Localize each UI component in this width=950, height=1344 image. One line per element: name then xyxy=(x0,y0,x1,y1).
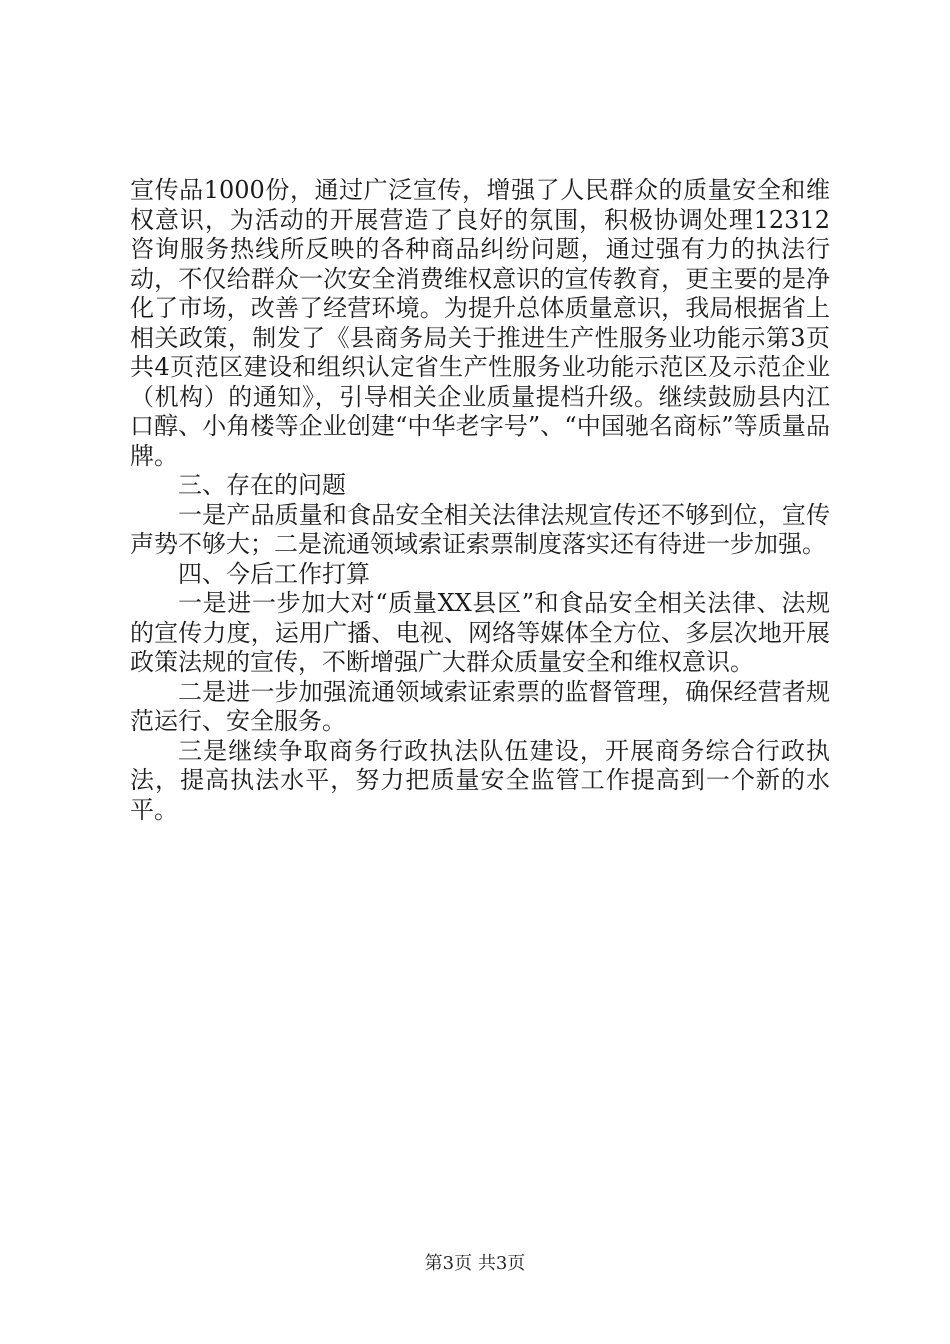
page-number-label: 第3页 共3页 xyxy=(424,1253,526,1274)
paragraph-plan-two: 二是进一步加强流通领域索证索票的监督管理，确保经营者规范运行、安全服务。 xyxy=(130,677,830,735)
paragraph-plan-one: 一是进一步加大对“质量XX县区”和食品安全相关法律、法规的宣传力度，运用广播、电视、网络等媒体全方位、多层次地开展政策法规的宣传，不断增强广大群众质量安全和维权意识。 xyxy=(130,589,830,676)
paragraph-plan-three: 三是继续争取商务行政执法队伍建设，开展商务综合行政执法，提高执法水平，努力把质量安全监管工作提高到一个新的水平。 xyxy=(130,736,830,824)
paragraph-continuation: 宣传品1000份，通过广泛宣传，增强了人民群众的质量安全和维权意识，为活动的开展营造了良好的氛围，积极协调处理12312咨询服务热线所反映的各种商品纠纷问题，通过强有力的执法行动，不仅给群众一次安全消费维权意识的宣传教育，更主要的是净化了市场，改善了经营环境。为提升总体质量意识，我局根据省上相关政策，制发了《县商务局关于推进生产性服务业功能示第3页共4页范区建设和组织认定省生产性服务业功能示范区及示范企业（机构）的通知》，引导相关企业质量提档升级。继续鼓励县内江口醇、小角楼等企业创建“中华老字号”、“中国驰名商标”等质量品牌。 xyxy=(130,176,830,470)
document-body xyxy=(130,176,830,825)
page-footer xyxy=(0,1249,950,1275)
section-heading-plans: 四、今后工作打算 xyxy=(178,559,370,588)
section-heading-problems: 三、存在的问题 xyxy=(178,471,346,499)
paragraph-problems: 一是产品质量和食品安全相关法律法规宣传还不够到位，宣传声势不够大；二是流通领域索证索票制度落实还有待进一步加强。 xyxy=(130,500,830,558)
